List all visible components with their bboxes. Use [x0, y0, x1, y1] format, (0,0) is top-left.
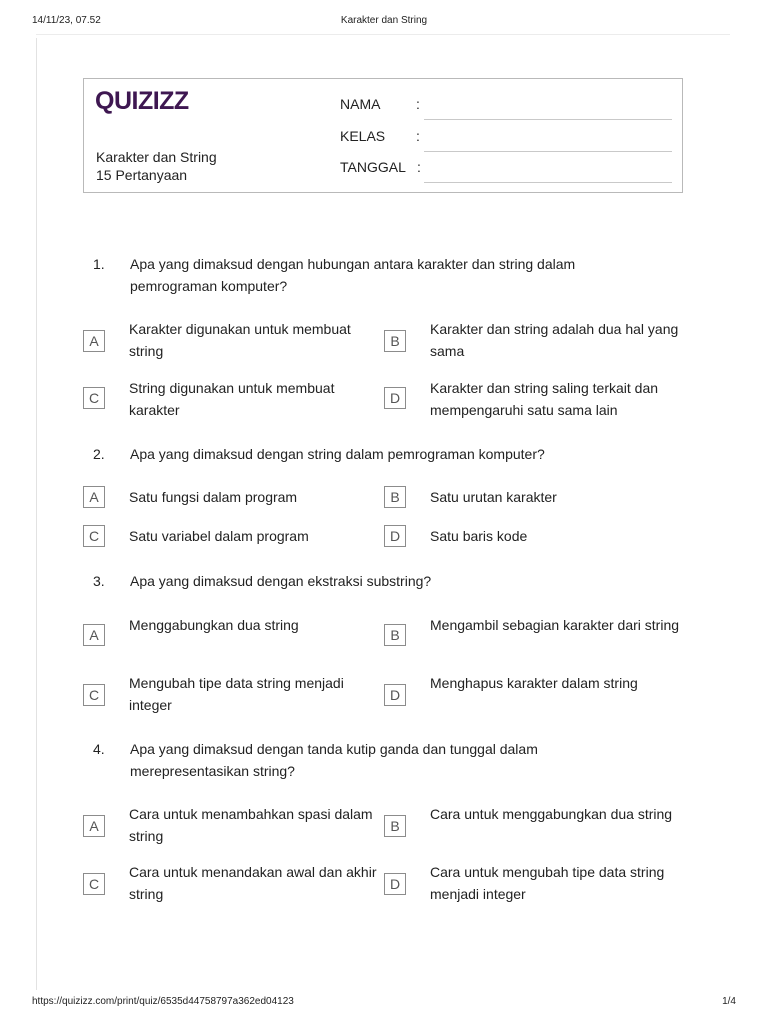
name-colon: :: [416, 96, 420, 112]
option-letter-box: B: [384, 624, 406, 646]
left-divider: [36, 38, 37, 990]
class-label: KELAS: [340, 128, 386, 144]
question-text: Apa yang dimaksud dengan ekstraksi substring?: [130, 573, 432, 589]
option-letter-box: D: [384, 873, 406, 895]
print-footer: [32, 996, 736, 1010]
option-letter-box: A: [83, 330, 105, 352]
option-text: Mengubah tipe data string menjadi integer: [129, 675, 344, 713]
option-text: Satu fungsi dalam program: [129, 489, 298, 505]
option-letter-box: A: [83, 815, 105, 837]
option-text: Cara untuk menambahkan spasi dalam string: [129, 806, 373, 844]
option-letter-box: A: [83, 624, 105, 646]
option-text: Karakter dan string adalah dua hal yang sama: [430, 321, 679, 359]
question-text: Apa yang dimaksud dengan string dalam pemrograman komputer?: [130, 446, 545, 462]
option-letter-box: B: [384, 815, 406, 837]
print-header: [32, 15, 736, 29]
print-title: Karakter dan String: [340, 15, 428, 26]
name-blank-line: [424, 119, 672, 120]
option-text: String digunakan untuk membuat karakter: [129, 380, 335, 418]
option-text: Menggabungkan dua string: [129, 617, 299, 633]
date-colon: :: [417, 159, 421, 175]
name-label: NAMA: [340, 96, 381, 112]
option-text: Cara untuk menggabungkan dua string: [430, 806, 673, 822]
option-letter-box: C: [83, 684, 105, 706]
option-letter-box: B: [384, 330, 406, 352]
option-letter-box: D: [384, 387, 406, 409]
class-field: [340, 128, 676, 148]
option-text: Cara untuk mengubah tipe data string menjadi integer: [430, 864, 665, 902]
quiz-title: Karakter dan String: [96, 149, 217, 165]
option-letter-box: D: [384, 684, 406, 706]
question-number: 2.: [93, 446, 105, 462]
option-letter-box: D: [384, 525, 406, 547]
date-field: [340, 159, 676, 179]
option-text: Menghapus karakter dalam string: [430, 675, 638, 691]
option-letter-box: A: [83, 486, 105, 508]
quiz-header-card: [83, 78, 683, 193]
print-url[interactable]: https://quizizz.com/print/quiz/6535d44758797a362ed04123: [32, 996, 294, 1007]
date-blank-line: [424, 182, 672, 183]
option-text: Satu baris kode: [430, 528, 528, 544]
option-text: Satu urutan karakter: [430, 489, 557, 505]
option-letter-box: B: [384, 486, 406, 508]
option-text: Cara untuk menandakan awal dan akhir string: [129, 864, 377, 902]
class-colon: :: [416, 128, 420, 144]
option-letter-box: C: [83, 387, 105, 409]
option-letter-box: C: [83, 525, 105, 547]
question-number: 1.: [93, 256, 105, 272]
question-text: Apa yang dimaksud dengan tanda kutip ganda dan tunggal dalam merepresentasikan string?: [130, 741, 538, 779]
question-text: Apa yang dimaksud dengan hubungan antara karakter dan string dalam pemrograman komputer?: [130, 256, 576, 294]
option-text: Satu variabel dalam program: [129, 528, 309, 544]
question-number: 3.: [93, 573, 105, 589]
option-text: Mengambil sebagian karakter dari string: [430, 617, 680, 633]
quizizz-logo: QUIZIZZ: [95, 87, 189, 115]
top-divider: [36, 34, 730, 35]
option-text: Karakter dan string saling terkait dan mempengaruhi satu sama lain: [430, 380, 659, 418]
question-count: 15 Pertanyaan: [96, 167, 188, 183]
option-text: Karakter digunakan untuk membuat string: [129, 321, 351, 359]
name-field: [340, 96, 676, 116]
class-blank-line: [424, 151, 672, 152]
question-number: 4.: [93, 741, 105, 757]
date-label: TANGGAL: [340, 159, 406, 175]
print-date: 14/11/23, 07.52: [32, 15, 101, 26]
page-number: 1/4: [722, 996, 736, 1007]
option-letter-box: C: [83, 873, 105, 895]
